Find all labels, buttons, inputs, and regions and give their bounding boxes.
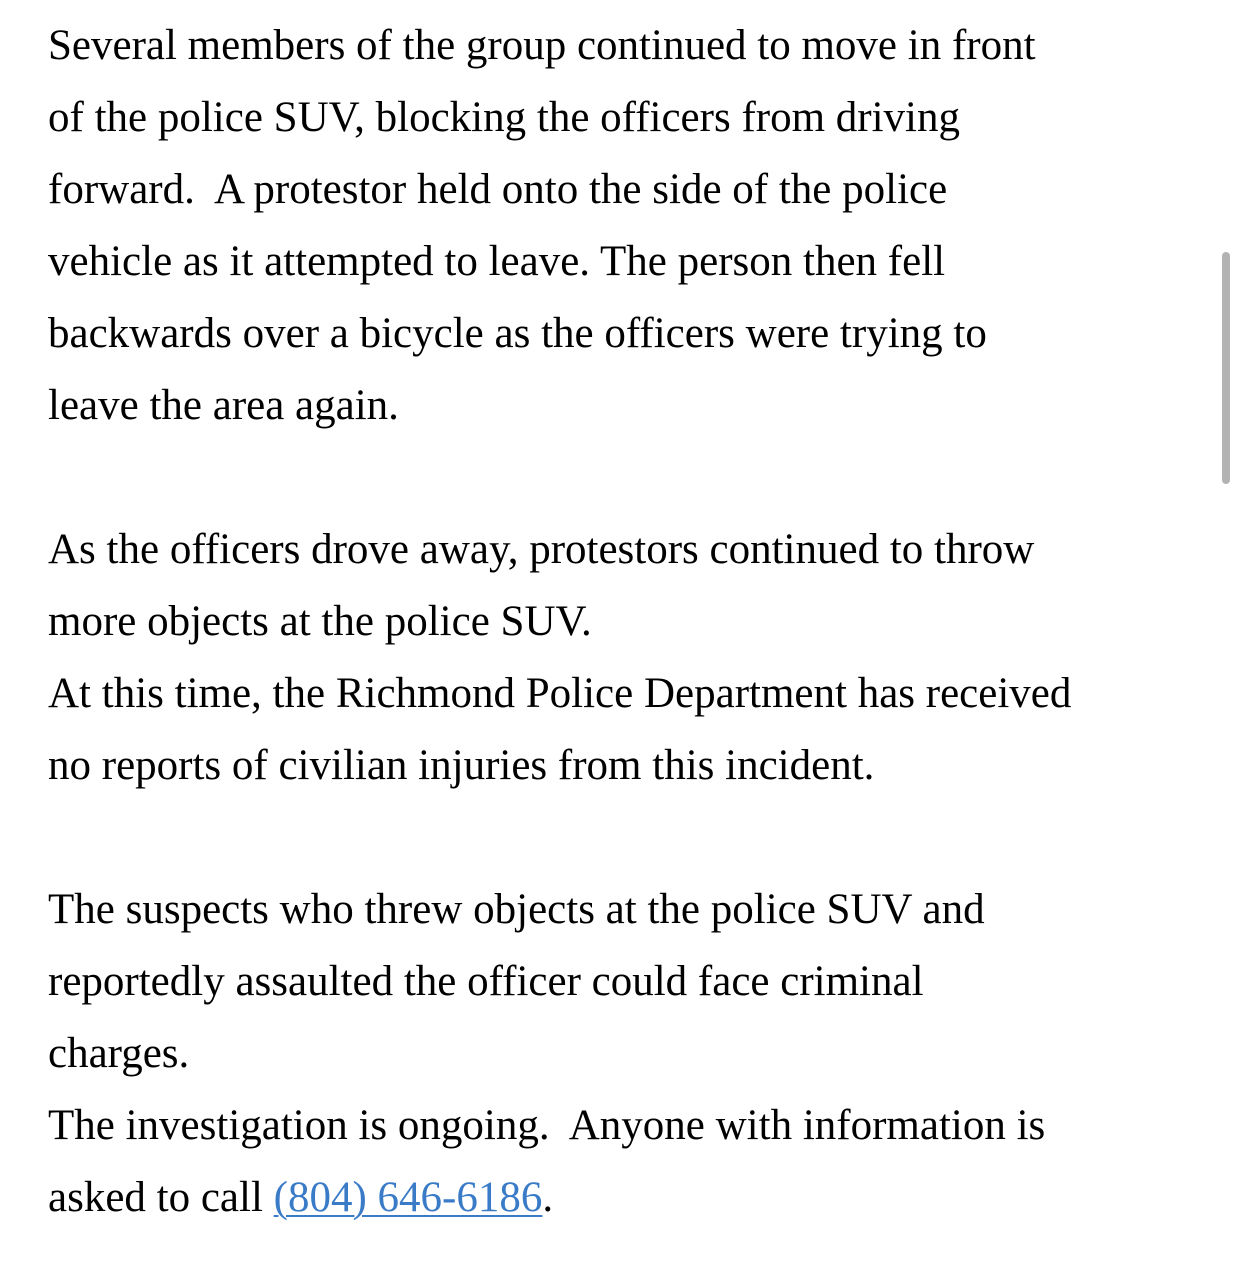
paragraph-line: At this time, the Richmond Police Department has received bbox=[48, 670, 1072, 717]
paragraph-line: backwards over a bicycle as the officers were trying to bbox=[48, 310, 987, 357]
paragraph-line: forward. A protestor held onto the side of the police bbox=[48, 166, 948, 213]
paragraph-line: Several members of the group continued to move in front bbox=[48, 22, 1036, 69]
paragraph-line: vehicle as it attempted to leave. The person then fell bbox=[48, 238, 946, 285]
paragraph-3 bbox=[48, 874, 1208, 1234]
paragraph-line: As the officers drove away, protestors continued to throw bbox=[48, 526, 1035, 573]
paragraph-line: charges. bbox=[48, 1030, 190, 1077]
paragraph-line: more objects at the police SUV. bbox=[48, 598, 592, 645]
paragraph-spacer bbox=[48, 802, 1208, 874]
contact-suffix: . bbox=[542, 1174, 554, 1221]
paragraph-line: The suspects who threw objects at the police SUV and bbox=[48, 886, 985, 933]
paragraph-line: no reports of civilian injuries from this incident. bbox=[48, 742, 875, 789]
paragraph-spacer bbox=[48, 442, 1208, 514]
paragraph-line: leave the area again. bbox=[48, 382, 399, 429]
phone-link[interactable]: (804) 646-6186 bbox=[273, 1174, 543, 1221]
paragraph-line: of the police SUV, blocking the officers from driving bbox=[48, 94, 960, 141]
paragraph-1 bbox=[48, 10, 1208, 442]
paragraph-line: The investigation is ongoing. Anyone with information is bbox=[48, 1102, 1046, 1149]
scrollbar-thumb[interactable] bbox=[1222, 252, 1230, 484]
paragraph-line: reportedly assaulted the officer could face criminal bbox=[48, 958, 924, 1005]
contact-prefix: asked to call bbox=[48, 1174, 274, 1221]
article-body bbox=[48, 10, 1208, 1234]
contact-line bbox=[48, 1162, 1208, 1234]
paragraph-2 bbox=[48, 514, 1208, 802]
